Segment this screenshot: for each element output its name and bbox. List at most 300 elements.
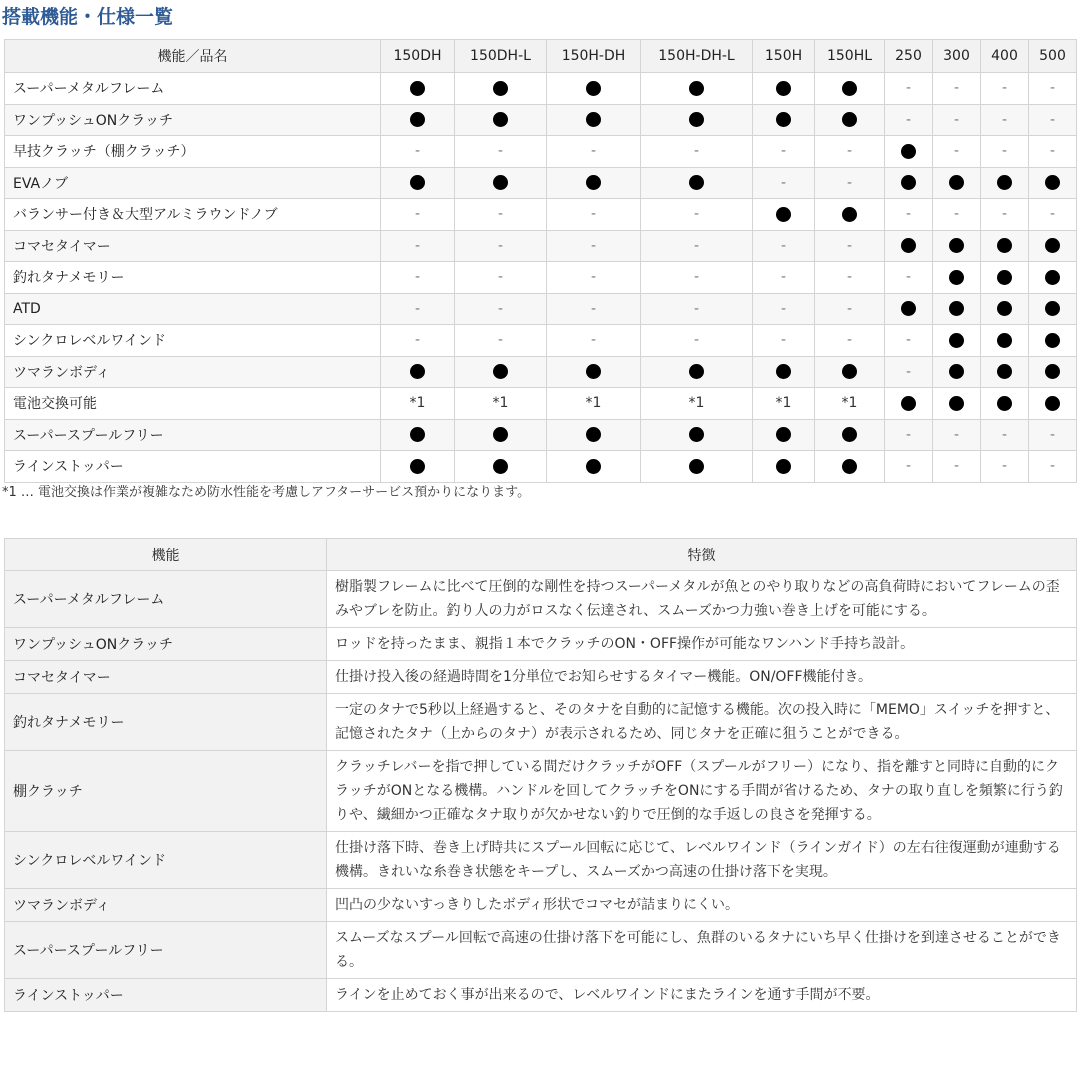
spec-cell-note bbox=[381, 388, 455, 420]
spec-cell-unsupported bbox=[753, 262, 815, 294]
dash-mark: - bbox=[693, 269, 700, 286]
feature-row-desc: 凹凸の少ないすっきりしたボディ形状でコマセが詰まりにくい。 bbox=[327, 889, 1077, 922]
spec-cell-unsupported bbox=[1029, 451, 1077, 483]
spec-cell-unsupported bbox=[753, 293, 815, 325]
spec-cell-unsupported bbox=[547, 230, 641, 262]
feature-row bbox=[5, 832, 1077, 889]
supported-dot-icon bbox=[949, 238, 964, 253]
supported-dot-icon bbox=[493, 427, 508, 442]
supported-dot-icon bbox=[586, 112, 601, 127]
spec-cell-supported bbox=[981, 293, 1029, 325]
spec-cell-unsupported bbox=[641, 325, 753, 357]
supported-dot-icon bbox=[689, 459, 704, 474]
spec-cell-supported bbox=[753, 73, 815, 105]
spec-table bbox=[4, 39, 1077, 483]
dash-mark: - bbox=[414, 300, 421, 317]
feature-name: 釣れタナメモリー bbox=[5, 262, 381, 294]
spec-cell-supported bbox=[933, 167, 981, 199]
supported-dot-icon bbox=[586, 459, 601, 474]
feature-row-desc: 一定のタナで5秒以上経過すると、そのタナを自動的に記憶する機能。次の投入時に「MEMO」スイッチを押すと、記憶されたタナ（上からのタナ）が表示されるため、同じタナを正確に狙うことができる。 bbox=[327, 694, 1077, 751]
spec-cell-supported bbox=[933, 388, 981, 420]
model-header: 150H bbox=[753, 40, 815, 73]
model-header: 400 bbox=[981, 40, 1029, 73]
dash-mark: - bbox=[780, 174, 787, 191]
supported-dot-icon bbox=[901, 396, 916, 411]
supported-dot-icon bbox=[997, 270, 1012, 285]
spec-cell-unsupported bbox=[381, 293, 455, 325]
feature-row-name: シンクロレベルワインド bbox=[5, 832, 327, 889]
dash-mark: - bbox=[905, 426, 912, 443]
feature-row-name: ワンプッシュONクラッチ bbox=[5, 628, 327, 661]
supported-dot-icon bbox=[586, 175, 601, 190]
spec-cell-supported bbox=[933, 262, 981, 294]
supported-dot-icon bbox=[842, 459, 857, 474]
supported-dot-icon bbox=[901, 301, 916, 316]
dash-mark: - bbox=[846, 332, 853, 349]
spec-cell-supported bbox=[381, 419, 455, 451]
feature-name: コマセタイマー bbox=[5, 230, 381, 262]
feature-name: スーパーメタルフレーム bbox=[5, 73, 381, 105]
dash-mark: - bbox=[905, 111, 912, 128]
feature-row bbox=[5, 889, 1077, 922]
feature-header-name: 機能 bbox=[5, 539, 327, 571]
spec-cell-unsupported bbox=[885, 73, 933, 105]
supported-dot-icon bbox=[410, 175, 425, 190]
feature-name: ツマランボディ bbox=[5, 356, 381, 388]
supported-dot-icon bbox=[997, 238, 1012, 253]
supported-dot-icon bbox=[410, 427, 425, 442]
note-mark: *1 bbox=[841, 395, 858, 412]
spec-row bbox=[5, 325, 1077, 357]
spec-cell-supported bbox=[753, 451, 815, 483]
spec-cell-unsupported bbox=[981, 104, 1029, 136]
spec-cell-unsupported bbox=[753, 136, 815, 168]
spec-cell-unsupported bbox=[885, 356, 933, 388]
spec-cell-supported bbox=[641, 419, 753, 451]
dash-mark: - bbox=[953, 80, 960, 97]
model-header: 150H-DH-L bbox=[641, 40, 753, 73]
spec-cell-unsupported bbox=[381, 262, 455, 294]
spec-cell-unsupported bbox=[815, 167, 885, 199]
dash-mark: - bbox=[590, 206, 597, 223]
dash-mark: - bbox=[414, 237, 421, 254]
supported-dot-icon bbox=[689, 81, 704, 96]
supported-dot-icon bbox=[997, 333, 1012, 348]
spec-cell-unsupported bbox=[1029, 136, 1077, 168]
model-header: 500 bbox=[1029, 40, 1077, 73]
spec-row bbox=[5, 356, 1077, 388]
dash-mark: - bbox=[693, 143, 700, 160]
feature-row-desc: クラッチレバーを指で押している間だけクラッチがOFF（スプールがフリー）になり、指を離すと同時に自動的にクラッチがONとなる機構。ハンドルを回してクラッチをONにする手間が省けるため、タナの取り直しを頻繁に行う釣りや、繊細かつ正確なタナ取りが欠かせない釣りで圧倒的な手返しの良さを発揮する。 bbox=[327, 751, 1077, 832]
dash-mark: - bbox=[846, 174, 853, 191]
feature-row-desc: 樹脂製フレームに比べて圧倒的な剛性を持つスーパーメタルが魚とのやり取りなどの高負荷時においてフレームの歪みやブレを防止。釣り人の力がロスなく伝達され、スムーズかつ力強い巻き上げを可能にする。 bbox=[327, 571, 1077, 628]
dash-mark: - bbox=[497, 332, 504, 349]
dash-mark: - bbox=[693, 332, 700, 349]
spec-cell-unsupported bbox=[455, 293, 547, 325]
spec-cell-supported bbox=[981, 325, 1029, 357]
feature-row-desc: ロッドを持ったまま、親指１本でクラッチのON・OFF操作が可能なワンハンド手持ち設計。 bbox=[327, 628, 1077, 661]
spec-cell-unsupported bbox=[933, 199, 981, 231]
spec-cell-supported bbox=[381, 73, 455, 105]
spec-cell-supported bbox=[815, 356, 885, 388]
dash-mark: - bbox=[905, 363, 912, 380]
feature-row-desc: 仕掛け落下時、巻き上げ時共にスプール回転に応じて、レベルワインド（ラインガイド）の左右往復運動が連動する機構。きれいな糸巻き状態をキープし、スムーズかつ高速の仕掛け落下を実現。 bbox=[327, 832, 1077, 889]
supported-dot-icon bbox=[1045, 333, 1060, 348]
dash-mark: - bbox=[590, 300, 597, 317]
dash-mark: - bbox=[590, 269, 597, 286]
supported-dot-icon bbox=[410, 459, 425, 474]
supported-dot-icon bbox=[776, 427, 791, 442]
spec-header-label: 機能／品名 bbox=[5, 40, 381, 73]
note-mark: *1 bbox=[585, 395, 602, 412]
dash-mark: - bbox=[1001, 80, 1008, 97]
supported-dot-icon bbox=[949, 175, 964, 190]
supported-dot-icon bbox=[949, 333, 964, 348]
spec-cell-supported bbox=[641, 104, 753, 136]
dash-mark: - bbox=[1001, 143, 1008, 160]
spec-cell-unsupported bbox=[885, 199, 933, 231]
model-header: 150DH bbox=[381, 40, 455, 73]
supported-dot-icon bbox=[689, 175, 704, 190]
spec-cell-note bbox=[753, 388, 815, 420]
dash-mark: - bbox=[590, 237, 597, 254]
spec-cell-supported bbox=[455, 419, 547, 451]
spec-row bbox=[5, 262, 1077, 294]
spec-row bbox=[5, 136, 1077, 168]
supported-dot-icon bbox=[493, 459, 508, 474]
spec-cell-supported bbox=[815, 199, 885, 231]
dash-mark: - bbox=[846, 143, 853, 160]
spec-row bbox=[5, 451, 1077, 483]
spec-cell-supported bbox=[1029, 356, 1077, 388]
spec-table-body bbox=[5, 73, 1077, 483]
spec-cell-supported bbox=[815, 104, 885, 136]
feature-name: EVAノブ bbox=[5, 167, 381, 199]
dash-mark: - bbox=[497, 206, 504, 223]
feature-row-name: 棚クラッチ bbox=[5, 751, 327, 832]
supported-dot-icon bbox=[997, 364, 1012, 379]
spec-cell-unsupported bbox=[885, 451, 933, 483]
supported-dot-icon bbox=[842, 427, 857, 442]
spec-cell-unsupported bbox=[933, 104, 981, 136]
spec-row bbox=[5, 199, 1077, 231]
spec-cell-unsupported bbox=[885, 104, 933, 136]
feature-row-name: ラインストッパー bbox=[5, 979, 327, 1012]
feature-name: 電池交換可能 bbox=[5, 388, 381, 420]
spec-cell-unsupported bbox=[641, 199, 753, 231]
spec-cell-note bbox=[641, 388, 753, 420]
spec-cell-supported bbox=[933, 293, 981, 325]
spec-cell-supported bbox=[547, 419, 641, 451]
spec-cell-supported bbox=[455, 73, 547, 105]
dash-mark: - bbox=[414, 269, 421, 286]
spec-cell-unsupported bbox=[753, 167, 815, 199]
spec-cell-supported bbox=[753, 419, 815, 451]
spec-cell-note bbox=[455, 388, 547, 420]
feature-row-desc: ラインを止めておく事が出来るので、レベルワインドにまたラインを通す手間が不要。 bbox=[327, 979, 1077, 1012]
spec-cell-supported bbox=[547, 167, 641, 199]
feature-row bbox=[5, 571, 1077, 628]
dash-mark: - bbox=[780, 300, 787, 317]
spec-row bbox=[5, 104, 1077, 136]
feature-name: スーパースプールフリー bbox=[5, 419, 381, 451]
spec-cell-supported bbox=[981, 388, 1029, 420]
spec-cell-unsupported bbox=[455, 136, 547, 168]
feature-name: ラインストッパー bbox=[5, 451, 381, 483]
feature-row bbox=[5, 661, 1077, 694]
feature-row bbox=[5, 694, 1077, 751]
supported-dot-icon bbox=[1045, 238, 1060, 253]
supported-dot-icon bbox=[949, 364, 964, 379]
feature-row bbox=[5, 922, 1077, 979]
spec-cell-supported bbox=[641, 451, 753, 483]
spec-cell-supported bbox=[753, 104, 815, 136]
spec-cell-supported bbox=[455, 104, 547, 136]
supported-dot-icon bbox=[949, 270, 964, 285]
spec-cell-unsupported bbox=[885, 325, 933, 357]
spec-cell-unsupported bbox=[815, 230, 885, 262]
supported-dot-icon bbox=[586, 81, 601, 96]
spec-cell-supported bbox=[981, 167, 1029, 199]
dash-mark: - bbox=[846, 269, 853, 286]
spec-cell-supported bbox=[381, 451, 455, 483]
supported-dot-icon bbox=[901, 238, 916, 253]
spec-cell-supported bbox=[815, 419, 885, 451]
spec-cell-supported bbox=[753, 356, 815, 388]
spec-cell-supported bbox=[547, 104, 641, 136]
spec-cell-unsupported bbox=[933, 136, 981, 168]
dash-mark: - bbox=[497, 300, 504, 317]
spec-cell-unsupported bbox=[981, 73, 1029, 105]
dash-mark: - bbox=[953, 111, 960, 128]
dash-mark: - bbox=[497, 237, 504, 254]
dash-mark: - bbox=[953, 458, 960, 475]
spec-cell-supported bbox=[753, 199, 815, 231]
dash-mark: - bbox=[497, 143, 504, 160]
supported-dot-icon bbox=[842, 207, 857, 222]
dash-mark: - bbox=[414, 332, 421, 349]
dash-mark: - bbox=[497, 269, 504, 286]
dash-mark: - bbox=[693, 206, 700, 223]
model-header: 150H-DH bbox=[547, 40, 641, 73]
supported-dot-icon bbox=[493, 112, 508, 127]
spec-cell-unsupported bbox=[641, 136, 753, 168]
dash-mark: - bbox=[905, 269, 912, 286]
spec-cell-supported bbox=[981, 262, 1029, 294]
spec-cell-supported bbox=[641, 356, 753, 388]
dash-mark: - bbox=[953, 426, 960, 443]
dash-mark: - bbox=[414, 143, 421, 160]
spec-cell-unsupported bbox=[455, 230, 547, 262]
feature-name: シンクロレベルワインド bbox=[5, 325, 381, 357]
spec-cell-unsupported bbox=[1029, 199, 1077, 231]
feature-header-desc: 特徴 bbox=[327, 539, 1077, 571]
feature-table-body bbox=[5, 571, 1077, 1012]
feature-name: ワンプッシュONクラッチ bbox=[5, 104, 381, 136]
spec-cell-supported bbox=[381, 356, 455, 388]
dash-mark: - bbox=[1001, 206, 1008, 223]
spec-cell-unsupported bbox=[641, 262, 753, 294]
supported-dot-icon bbox=[586, 364, 601, 379]
spec-cell-unsupported bbox=[815, 293, 885, 325]
model-header: 150DH-L bbox=[455, 40, 547, 73]
dash-mark: - bbox=[1049, 111, 1056, 128]
supported-dot-icon bbox=[1045, 301, 1060, 316]
spec-cell-unsupported bbox=[1029, 104, 1077, 136]
spec-cell-unsupported bbox=[455, 262, 547, 294]
feature-header-row bbox=[5, 539, 1077, 571]
spec-cell-supported bbox=[981, 230, 1029, 262]
spec-cell-supported bbox=[885, 167, 933, 199]
spec-cell-supported bbox=[1029, 388, 1077, 420]
spec-cell-supported bbox=[1029, 167, 1077, 199]
dash-mark: - bbox=[905, 458, 912, 475]
spec-cell-supported bbox=[815, 451, 885, 483]
spec-cell-supported bbox=[885, 388, 933, 420]
supported-dot-icon bbox=[410, 364, 425, 379]
spec-cell-supported bbox=[381, 167, 455, 199]
feature-row bbox=[5, 751, 1077, 832]
supported-dot-icon bbox=[949, 396, 964, 411]
spec-cell-unsupported bbox=[933, 73, 981, 105]
note-mark: *1 bbox=[409, 395, 426, 412]
feature-row-desc: 仕掛け投入後の経過時間を1分単位でお知らせするタイマー機能。ON/OFF機能付き。 bbox=[327, 661, 1077, 694]
spec-row bbox=[5, 419, 1077, 451]
supported-dot-icon bbox=[901, 144, 916, 159]
feature-row bbox=[5, 979, 1077, 1012]
spec-cell-unsupported bbox=[981, 419, 1029, 451]
supported-dot-icon bbox=[689, 427, 704, 442]
dash-mark: - bbox=[1001, 111, 1008, 128]
spec-cell-note bbox=[815, 388, 885, 420]
spec-cell-supported bbox=[547, 451, 641, 483]
supported-dot-icon bbox=[689, 364, 704, 379]
spec-cell-unsupported bbox=[815, 136, 885, 168]
model-header: 300 bbox=[933, 40, 981, 73]
spec-cell-supported bbox=[885, 136, 933, 168]
dash-mark: - bbox=[953, 143, 960, 160]
spec-cell-unsupported bbox=[547, 293, 641, 325]
spec-cell-unsupported bbox=[815, 262, 885, 294]
spec-cell-unsupported bbox=[753, 230, 815, 262]
spec-cell-unsupported bbox=[885, 262, 933, 294]
spec-cell-unsupported bbox=[885, 419, 933, 451]
spec-cell-unsupported bbox=[753, 325, 815, 357]
spec-cell-unsupported bbox=[455, 199, 547, 231]
spec-header-row bbox=[5, 40, 1077, 73]
spec-cell-unsupported bbox=[547, 262, 641, 294]
spec-cell-note bbox=[547, 388, 641, 420]
dash-mark: - bbox=[693, 300, 700, 317]
model-header: 150HL bbox=[815, 40, 885, 73]
feature-row-name: 釣れタナメモリー bbox=[5, 694, 327, 751]
spec-cell-supported bbox=[455, 167, 547, 199]
spec-row bbox=[5, 230, 1077, 262]
dash-mark: - bbox=[905, 80, 912, 97]
supported-dot-icon bbox=[776, 364, 791, 379]
spec-cell-supported bbox=[815, 73, 885, 105]
feature-name: ATD bbox=[5, 293, 381, 325]
dash-mark: - bbox=[905, 332, 912, 349]
supported-dot-icon bbox=[493, 175, 508, 190]
supported-dot-icon bbox=[842, 364, 857, 379]
feature-row-name: ツマランボディ bbox=[5, 889, 327, 922]
feature-table bbox=[4, 538, 1077, 1012]
spec-row bbox=[5, 167, 1077, 199]
feature-row bbox=[5, 628, 1077, 661]
dash-mark: - bbox=[780, 269, 787, 286]
dash-mark: - bbox=[414, 206, 421, 223]
dash-mark: - bbox=[905, 206, 912, 223]
supported-dot-icon bbox=[1045, 364, 1060, 379]
dash-mark: - bbox=[1049, 206, 1056, 223]
spec-cell-supported bbox=[641, 73, 753, 105]
dash-mark: - bbox=[590, 332, 597, 349]
spec-cell-supported bbox=[455, 451, 547, 483]
supported-dot-icon bbox=[842, 112, 857, 127]
spec-cell-supported bbox=[981, 356, 1029, 388]
dash-mark: - bbox=[780, 332, 787, 349]
spec-cell-unsupported bbox=[381, 199, 455, 231]
spec-cell-unsupported bbox=[381, 136, 455, 168]
supported-dot-icon bbox=[776, 459, 791, 474]
spec-cell-unsupported bbox=[933, 451, 981, 483]
spec-cell-unsupported bbox=[1029, 419, 1077, 451]
feature-row-desc: スムーズなスプール回転で高速の仕掛け落下を可能にし、魚群のいるタナにいち早く仕掛けを到達させることができる。 bbox=[327, 922, 1077, 979]
supported-dot-icon bbox=[842, 81, 857, 96]
supported-dot-icon bbox=[410, 81, 425, 96]
feature-row-name: スーパーメタルフレーム bbox=[5, 571, 327, 628]
spec-cell-unsupported bbox=[981, 199, 1029, 231]
footnote: *1 … 電池交換は作業が複雑なため防水性能を考慮しアフターサービス預かりになります。 bbox=[2, 485, 531, 500]
spec-cell-unsupported bbox=[815, 325, 885, 357]
note-mark: *1 bbox=[492, 395, 509, 412]
spec-cell-unsupported bbox=[1029, 73, 1077, 105]
page-title: 搭載機能・仕様一覧 bbox=[2, 6, 174, 28]
supported-dot-icon bbox=[776, 112, 791, 127]
spec-cell-unsupported bbox=[933, 419, 981, 451]
dash-mark: - bbox=[1001, 458, 1008, 475]
dash-mark: - bbox=[953, 206, 960, 223]
spec-cell-unsupported bbox=[641, 230, 753, 262]
spec-cell-unsupported bbox=[981, 136, 1029, 168]
supported-dot-icon bbox=[997, 396, 1012, 411]
spec-cell-unsupported bbox=[641, 293, 753, 325]
spec-cell-unsupported bbox=[547, 325, 641, 357]
spec-cell-supported bbox=[1029, 262, 1077, 294]
dash-mark: - bbox=[1001, 426, 1008, 443]
spec-cell-supported bbox=[933, 230, 981, 262]
supported-dot-icon bbox=[1045, 270, 1060, 285]
dash-mark: - bbox=[693, 237, 700, 254]
spec-cell-unsupported bbox=[455, 325, 547, 357]
note-mark: *1 bbox=[775, 395, 792, 412]
spec-cell-supported bbox=[455, 356, 547, 388]
spec-cell-supported bbox=[933, 356, 981, 388]
spec-cell-supported bbox=[547, 356, 641, 388]
dash-mark: - bbox=[1049, 80, 1056, 97]
supported-dot-icon bbox=[776, 207, 791, 222]
feature-name: バランサー付き＆大型アルミラウンドノブ bbox=[5, 199, 381, 231]
spec-cell-supported bbox=[1029, 325, 1077, 357]
supported-dot-icon bbox=[1045, 396, 1060, 411]
supported-dot-icon bbox=[776, 81, 791, 96]
supported-dot-icon bbox=[997, 301, 1012, 316]
spec-cell-supported bbox=[885, 230, 933, 262]
dash-mark: - bbox=[1049, 426, 1056, 443]
feature-row-name: コマセタイマー bbox=[5, 661, 327, 694]
spec-cell-supported bbox=[885, 293, 933, 325]
